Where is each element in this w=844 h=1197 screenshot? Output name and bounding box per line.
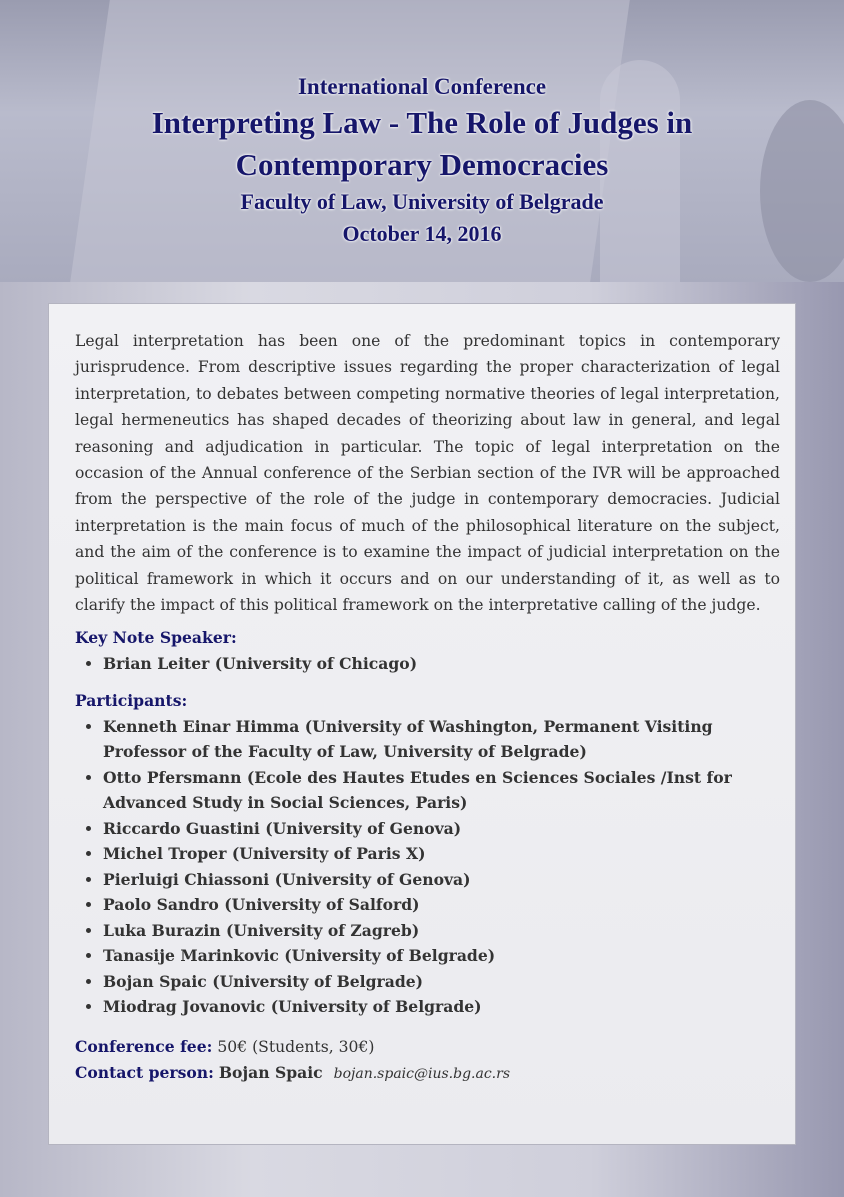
conference-title-line2: Contemporary Democracies (235, 147, 609, 182)
contact-email[interactable]: bojan.spaic@ius.bg.ac.rs (333, 1065, 510, 1082)
fee-value: 50€ (Students, 30€) (217, 1037, 375, 1056)
list-item: • Brian Leiter (University of Chicago) (103, 651, 780, 677)
intro-paragraph: Legal interpretation has been one of the predominant topics in contemporary jurisprudence. From descriptive issues regarding the proper characterization of legal interpretation, to debates between competing normative theories of legal interpretation, legal hermeneutics has shaped decades of theorizing about law in general, and legal reasoning and adjudication in particular. The topic of legal interpretation on the occasion of the Annual conference of the Serbian section of the IVR will be approached from the perspective of the role of the judge in contemporary democracies. Judicial interpretation is the main focus of much of the philosophical literature on the subject, and the aim of the conference is to examine the impact of judicial interpretation on the political framework in which it occurs and on our understanding of it, as well as to clarify the impact of this political framework on the interpretative calling of the judge. (75, 332, 780, 615)
list-item: • Riccardo Guastini (University of Genova) (103, 816, 780, 842)
contact-line (75, 1060, 780, 1087)
conference-kicker: International Conference (297, 74, 547, 99)
fee-line (75, 1034, 780, 1060)
list-item: • Otto Pfersmann (Ecole des Hautes Etudes en Sciences Sociales /Inst for Advanced Study in Social Sciences, Paris) (103, 765, 780, 816)
list-item: • Pierluigi Chiassoni (University of Genova) (103, 867, 780, 893)
conference-date: October 14, 2016 (342, 221, 502, 246)
banner-title-block (0, 72, 844, 250)
contact-name: Bojan Spaic (218, 1062, 323, 1082)
list-item: • Luka Burazin (University of Zagreb) (103, 918, 780, 944)
participants-heading: Participants: (75, 690, 188, 710)
list-item: • Paolo Sandro (University of Salford) (103, 892, 780, 918)
list-item: • Tanasije Marinkovic (University of Belgrade) (103, 943, 780, 969)
header-banner (0, 0, 844, 282)
content-card (48, 303, 796, 1145)
conference-title-line1: Interpreting Law - The Role of Judges in (151, 105, 693, 140)
conference-venue: Faculty of Law, University of Belgrade (240, 189, 604, 214)
list-item: • Bojan Spaic (University of Belgrade) (103, 969, 780, 995)
list-item: • Miodrag Jovanovic (University of Belgrade) (103, 994, 780, 1020)
keynote-list (75, 651, 780, 677)
contact-label: Contact person: (75, 1062, 214, 1082)
fee-label: Conference fee: (75, 1036, 213, 1056)
list-item: • Kenneth Einar Himma (University of Washington, Permanent Visiting Professor of the Faculty of Law, University of Belgrade) (103, 714, 780, 765)
list-item: • Michel Troper (University of Paris X) (103, 841, 780, 867)
participants-list (75, 714, 780, 1020)
keynote-heading: Key Note Speaker: (75, 628, 237, 648)
